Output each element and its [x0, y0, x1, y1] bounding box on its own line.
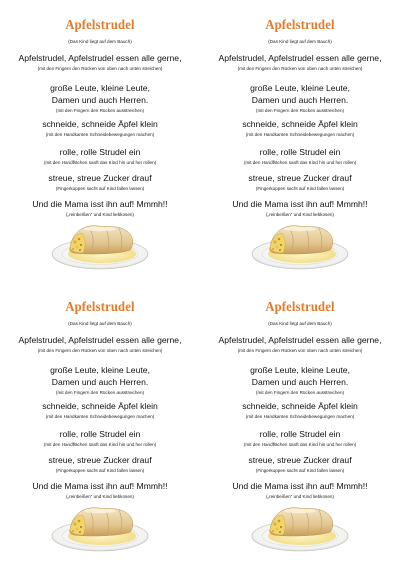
card-subtitle: (Das Kind liegt auf dem Bauch): [268, 39, 332, 44]
card-subtitle: (Das Kind liegt auf dem Bauch): [68, 39, 132, 44]
card-subtitle: (Das Kind liegt auf dem Bauch): [68, 321, 132, 326]
verse-line: schneide, schneide Äpfel klein: [242, 401, 358, 411]
verse-line: Apfelstrudel, Apfelstrudel essen alle gerne,: [18, 335, 182, 345]
verse-line: Damen und auch Herren.: [51, 95, 149, 105]
verse-line: große Leute, kleine Leute,: [250, 365, 350, 375]
instruction-note: (mit den Handflächen sanft das Kind hin und her rollen): [243, 442, 357, 447]
verse-line: Und die Mama isst ihn auf! Mmmh!!: [32, 481, 168, 491]
verse-line: große Leute, kleine Leute,: [50, 83, 150, 93]
instruction-note: (mit den Handkanten Schneidebewegungen machen): [45, 132, 155, 137]
instruction-note: („reinbeißen“ und Kind liebkosen): [266, 212, 334, 217]
instruction-note: (Fingerkuppen sacht auf Kind fallen lassen): [55, 468, 145, 473]
verse-line: rolle, rolle Strudel ein: [259, 147, 341, 157]
verse-line: rolle, rolle Strudel ein: [59, 147, 141, 157]
instruction-note: (mit den Fingern den Rücken ausstreichen): [55, 390, 145, 395]
instruction-note: (mit den Fingern den Rücken ausstreichen): [55, 108, 145, 113]
instruction-note: (mit den Handflächen sanft das Kind hin und her rollen): [43, 160, 157, 165]
instruction-note: (mit den Handkanten Schneidebewegungen machen): [45, 414, 155, 419]
card-title: Apfelstrudel: [265, 18, 335, 33]
verse-line: streue, streue Zucker drauf: [48, 455, 152, 465]
card-title: Apfelstrudel: [65, 18, 135, 33]
verse-line: schneide, schneide Äpfel klein: [42, 119, 158, 129]
verse-line: Und die Mama isst ihn auf! Mmmh!!: [232, 199, 368, 209]
card-subtitle: (Das Kind liegt auf dem Bauch): [268, 321, 332, 326]
verse-line: Damen und auch Herren.: [251, 377, 349, 387]
verse-card: [200, 0, 400, 282]
instruction-note: (mit den Handkanten Schneidebewegungen machen): [245, 132, 355, 137]
instruction-note: (mit den Fingern den Rücken von oben nach unten streichen): [37, 348, 163, 353]
verse-line: schneide, schneide Äpfel klein: [42, 401, 158, 411]
apfelstrudel-plate-icon: [250, 218, 350, 270]
verse-line: Apfelstrudel, Apfelstrudel essen alle gerne,: [218, 53, 382, 63]
verse-line: streue, streue Zucker drauf: [48, 173, 152, 183]
verse-line: streue, streue Zucker drauf: [248, 173, 352, 183]
card-title: Apfelstrudel: [65, 300, 135, 315]
instruction-note: (Fingerkuppen sacht auf Kind fallen lassen): [255, 186, 345, 191]
verse-line: Damen und auch Herren.: [51, 377, 149, 387]
instruction-note: („reinbeißen“ und Kind liebkosen): [266, 494, 334, 499]
instruction-note: („reinbeißen“ und Kind liebkosen): [66, 494, 134, 499]
verse-line: Und die Mama isst ihn auf! Mmmh!!: [232, 481, 368, 491]
instruction-note: („reinbeißen“ und Kind liebkosen): [66, 212, 134, 217]
verse-line: Und die Mama isst ihn auf! Mmmh!!: [32, 199, 168, 209]
verse-line: Damen und auch Herren.: [251, 95, 349, 105]
instruction-note: (mit den Handkanten Schneidebewegungen machen): [245, 414, 355, 419]
verse-line: rolle, rolle Strudel ein: [259, 429, 341, 439]
verse-line: rolle, rolle Strudel ein: [59, 429, 141, 439]
instruction-note: (mit den Handflächen sanft das Kind hin und her rollen): [43, 442, 157, 447]
instruction-note: (mit den Handflächen sanft das Kind hin und her rollen): [243, 160, 357, 165]
instruction-note: (Fingerkuppen sacht auf Kind fallen lassen): [255, 468, 345, 473]
verse-line: Apfelstrudel, Apfelstrudel essen alle gerne,: [218, 335, 382, 345]
verse-card: [0, 0, 200, 282]
instruction-note: (mit den Fingern den Rücken von oben nach unten streichen): [37, 66, 163, 71]
instruction-note: (Fingerkuppen sacht auf Kind fallen lassen): [55, 186, 145, 191]
verse-line: schneide, schneide Äpfel klein: [242, 119, 358, 129]
apfelstrudel-plate-icon: [250, 500, 350, 552]
verse-line: große Leute, kleine Leute,: [250, 83, 350, 93]
instruction-note: (mit den Fingern den Rücken ausstreichen): [255, 390, 345, 395]
instruction-note: (mit den Fingern den Rücken von oben nach unten streichen): [237, 66, 363, 71]
apfelstrudel-plate-icon: [50, 218, 150, 270]
verse-card: [0, 282, 200, 564]
verse-card: [200, 282, 400, 564]
verse-line: Apfelstrudel, Apfelstrudel essen alle gerne,: [18, 53, 182, 63]
verse-line: streue, streue Zucker drauf: [248, 455, 352, 465]
apfelstrudel-plate-icon: [50, 500, 150, 552]
card-title: Apfelstrudel: [265, 300, 335, 315]
instruction-note: (mit den Fingern den Rücken ausstreichen): [255, 108, 345, 113]
instruction-note: (mit den Fingern den Rücken von oben nach unten streichen): [237, 348, 363, 353]
verse-line: große Leute, kleine Leute,: [50, 365, 150, 375]
